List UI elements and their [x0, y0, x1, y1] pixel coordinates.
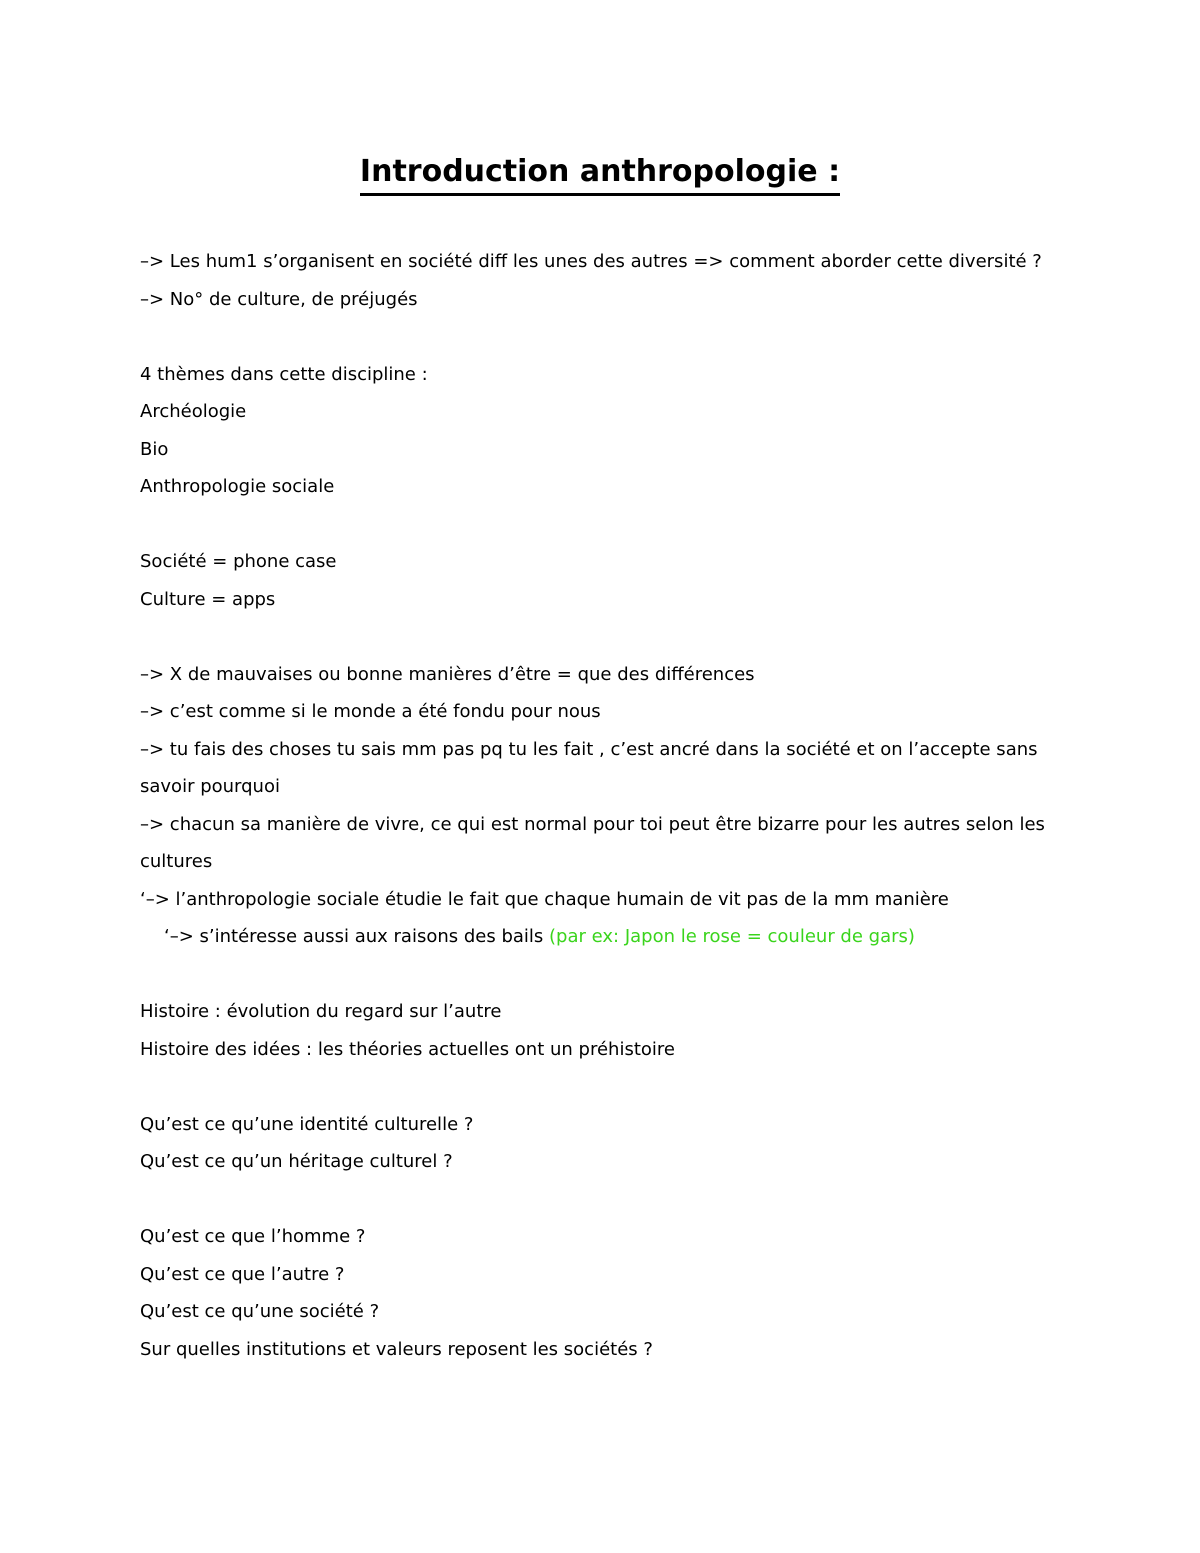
text-line: Anthropologie sociale [140, 476, 335, 497]
text-line: savoir pourquoi [140, 776, 280, 797]
blank-line [140, 956, 1070, 994]
text-line: Archéologie [140, 401, 247, 422]
blank-line [140, 318, 1070, 356]
text-line: Histoire des idées : les théories actuelles ont un préhistoire [140, 1038, 675, 1060]
text-line: Qu’est ce qu’une société ? [140, 1301, 380, 1322]
text-line: Bio [140, 438, 169, 460]
text-line: –> tu fais des choses tu sais mm pas pq tu les fait , c’est ancré dans la société et on l’accepte sans [140, 738, 1038, 760]
text-line: –> X de mauvaises ou bonne manières d’être = que des différences [140, 663, 755, 685]
text-line: Culture = apps [140, 588, 276, 610]
text-line: ‘–> l’anthropologie sociale étudie le fait que chaque humain de vit pas de la mm manière [140, 888, 949, 910]
text-line: Sur quelles institutions et valeurs reposent les sociétés ? [140, 1338, 653, 1360]
title-text: Introduction anthropologie : [360, 153, 840, 196]
text-line: –> No° de culture, de préjugés [140, 288, 418, 310]
blank-line [140, 1068, 1070, 1106]
text-line: Société = phone case [140, 551, 337, 572]
text-line: cultures [140, 851, 213, 872]
document-body [140, 243, 1070, 1368]
text-line: Qu’est ce que l’autre ? [140, 1263, 345, 1285]
text-line: 4 thèmes dans cette discipline : [140, 363, 428, 385]
blank-line [140, 1181, 1070, 1219]
blank-line [140, 506, 1070, 544]
text-line: Qu’est ce qu’un héritage culturel ? [140, 1151, 453, 1172]
text-line: –> Les hum1 s’organisent en société diff les unes des autres => comment aborder cette diversité ? [140, 251, 1042, 272]
indented-line-text: ‘–> s’intéresse aussi aux raisons des bails [164, 926, 550, 947]
text-line: Qu’est ce que l’homme ? [140, 1226, 366, 1247]
blank-line [140, 618, 1070, 656]
text-line: Histoire : évolution du regard sur l’autre [140, 1001, 502, 1022]
highlighted-example: (par ex: Japon le rose = couleur de gars) [549, 926, 915, 947]
text-line: –> chacun sa manière de vivre, ce qui est normal pour toi peut être bizarre pour les autres selon les [140, 813, 1045, 835]
text-line: –> c’est comme si le monde a été fondu pour nous [140, 701, 601, 722]
indented-line [140, 918, 1070, 956]
text-line: Qu’est ce qu’une identité culturelle ? [140, 1113, 474, 1135]
page-title [0, 151, 1200, 196]
